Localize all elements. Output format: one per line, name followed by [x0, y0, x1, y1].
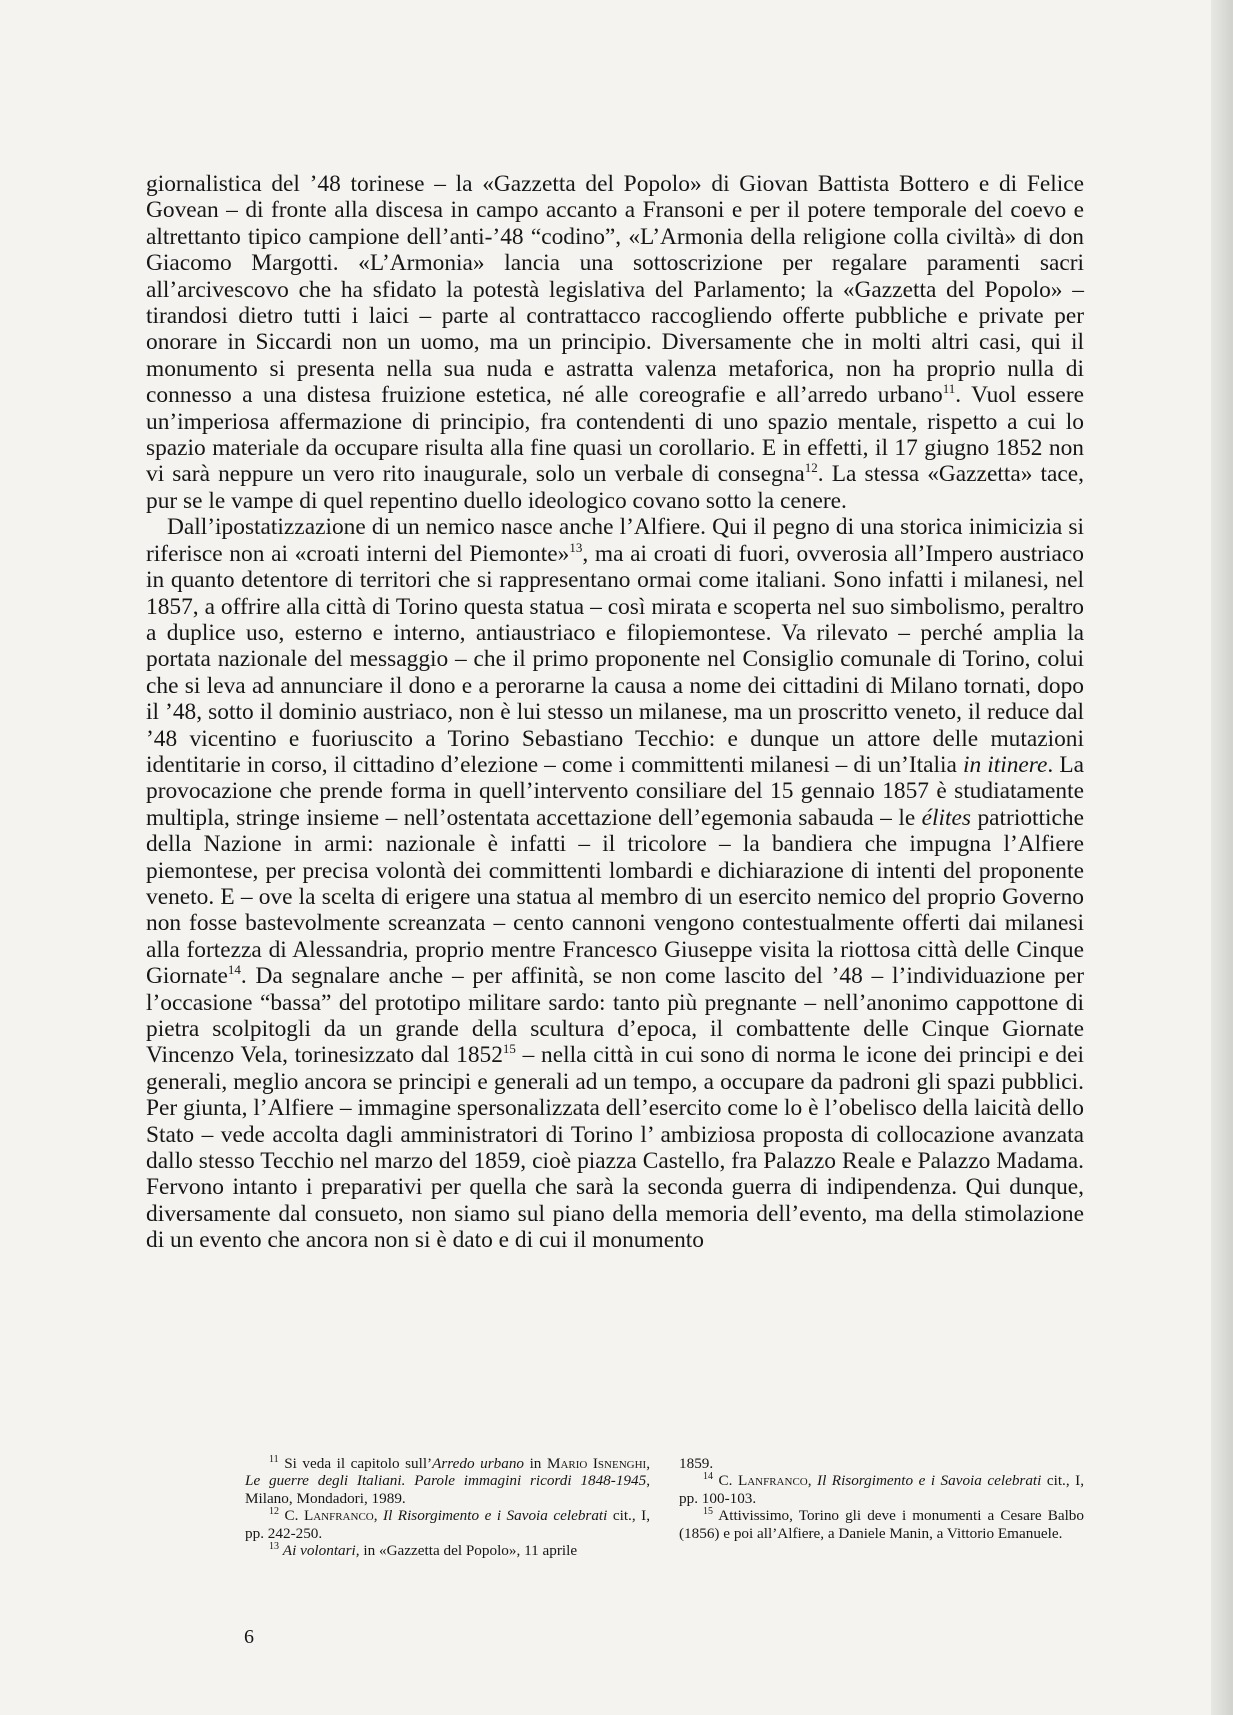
page-edge-shadow: [1211, 0, 1233, 1715]
footnote-15: $^{15}$ Attivissimo, Torino gli deve i monumenti a Cesare Balbo (1856) e poi all’Alfiere, a Daniele Manin, a Vittorio Emanuele.: [679, 1506, 1084, 1542]
footnote-ref-14[interactable]: 14: [227, 962, 241, 978]
paragraph-2: Dall’ipostatizzazione di un nemico nasce anche l’Alfiere. Qui il pegno di una storica inimicizia si riferisce non ai «croati interni del Piemonte»$^{13}$, ma ai croati di fuori, ovverosia all’Impero austriaco in quanto detentore di territori che si rappresentano ormai come italiani. Sono infatti i milanesi, nel 1857, a offrire alla città di Torino questa statua – così mirata e scoperta nel suo simbolismo, peraltro a duplice uso, esterno e interno, antiaustriaco e filopiemontese. Va rilevato – perché amplia la portata nazionale del messaggio – che il primo proponente nel Consiglio comunale di Torino, colui che si leva ad annunciare il dono e a perorarne la causa a nome dei cittadini di Milano tornati, dopo il ’48, sotto il dominio austriaco, non è lui stesso un milanese, ma un proscritto veneto, il reduce dal ’48 vicentino e fuoriuscito a Torino Sebastiano Tecchio: e dunque un attore delle mutazioni identitarie in corso, il cittadino d’elezione – come i committenti milanesi – di un’Italia in itinere. La provocazione che prende forma in quell’intervento consiliare del 15 gennaio 1857 è studiatamente multipla, stringe insieme – nell’ostentata accettazione dell’egemonia sabauda – le élites patriottiche della Nazione in armi: nazionale è infatti – il tricolore – la bandiera che impugna l’Alfiere piemontese, per precisa volontà dei committenti lombardi e dichiarazione di intenti del proponente veneto. E – ove la scelta di erigere una statua al membro di un esercito nemico del proprio Governo non fosse bastevolmente screanzata – cento cannoni vengono contestualmente offerti dai milanesi alla fortezza di Alessandria, proprio mentre Francesco Giuseppe visita la riottosa città delle Cinque Giornate$^{14}$. Da segnalare anche – per affinità, se non come lascito del ’48 – l’individuazione per l’occasione “bassa” del prototipo militare sardo: tanto più pregnante – nell’anonimo cappottone di pietra scolpitogli da un grande della scultura d’epoca, il combattente delle Cinque Giornate Vincenzo Vela, torinesizzato dal 1852$^{15}$ – nella città in cui sono di norma le icone dei principi e dei generali, meglio ancora se principi e generali ad un tempo, a occupare da padroni gli spazi pubblici. Per giunta, l’Alfiere – immagine spersonalizzata dell’esercito come lo è l’obelisco della laicità dello Stato – vede accolta dagli amministratori di Torino l’ ambiziosa proposta di collocazione avanzata dallo stesso Tecchio nel marzo del 1859, cioè piazza Castello, fra Palazzo Reale e Palazzo Madama. Fervono intanto i preparativi per quella che sarà la seconda guerra di indipendenza. Qui dunque, diversamente dal consueto, non siamo sul piano della memoria dell’evento, ma della stimolazione di un evento che ancora non si è dato e di cui il monumento: [146, 514, 1084, 1254]
footnotes-right-column: [679, 1455, 1084, 1559]
body-text: [146, 171, 1084, 1254]
footnote-13-continuation: 1859.: [679, 1455, 714, 1472]
footnote-ref-11[interactable]: 11: [942, 381, 956, 397]
footnote-ref-13[interactable]: 13: [569, 539, 583, 555]
footnotes: [245, 1455, 1084, 1559]
page-number: 6: [244, 1626, 254, 1648]
footnote-13: $^{13}$ Ai volontari, in «Gazzetta del Popolo», 11 aprile: [269, 1540, 578, 1560]
footnote-12: $^{12}$ C. Lanfranco, Il Risorgimento e i Savoia celebrati cit., I, pp. 242-250.: [245, 1506, 650, 1542]
footnote-14: $^{14}$ C. Lanfranco, Il Risorgimento e i Savoia celebrati cit., I, pp. 100-103.: [679, 1471, 1084, 1507]
paragraph-1: giornalistica del ’48 torinese – la «Gazzetta del Popolo» di Giovan Battista Bottero e di Felice Govean – di fronte alla discesa in campo accanto a Fransoni e per il potere temporale del coevo e altrettanto tipico campione dell’anti-’48 “codino”, «L’Armonia della religione colla civiltà» di don Giacomo Margotti. «L’Armonia» lancia una sottoscrizione per regalare paramenti sacri all’arcivescovo che ha sfidato la potestà legislativa del Parlamento; la «Gazzetta del Popolo» – tirandosi dietro tutti i laici – parte al contrattacco raccogliendo offerte pubbliche e private per onorare in Siccardi non un uomo, ma un principio. Diversamente che in molti altri casi, qui il monumento si presenta nella sua nuda e astratta valenza metaforica, non ha proprio nulla di connesso a una distesa fruizione estetica, né alle coreografie e all’arredo urbano$^{11}$. Vuol essere un’imperiosa affermazione di principio, fra contendenti di uno spazio mentale, rispetto a cui lo spazio materiale da occupare risulta alla fine quasi un corollario. E in effetti, il 17 giugno 1852 non vi sarà neppure un vero rito inaugurale, solo un verbale di consegna$^{12}$. La stessa «Gazzetta» tace, pur se le vampe di quel repentino duello ideologico covano sotto la cenere.: [146, 171, 1084, 514]
footnote-11: $^{11}$ Si veda il capitolo sull’Arredo urbano in Mario Isnenghi, Le guerre degli Italiani. Parole immagini ricordi 1848-1945, Milano, Mondadori, 1989.: [245, 1453, 651, 1507]
footnote-ref-15[interactable]: 15: [502, 1041, 516, 1057]
footnotes-left-column: [245, 1455, 650, 1559]
footnote-ref-12[interactable]: 12: [804, 460, 818, 476]
